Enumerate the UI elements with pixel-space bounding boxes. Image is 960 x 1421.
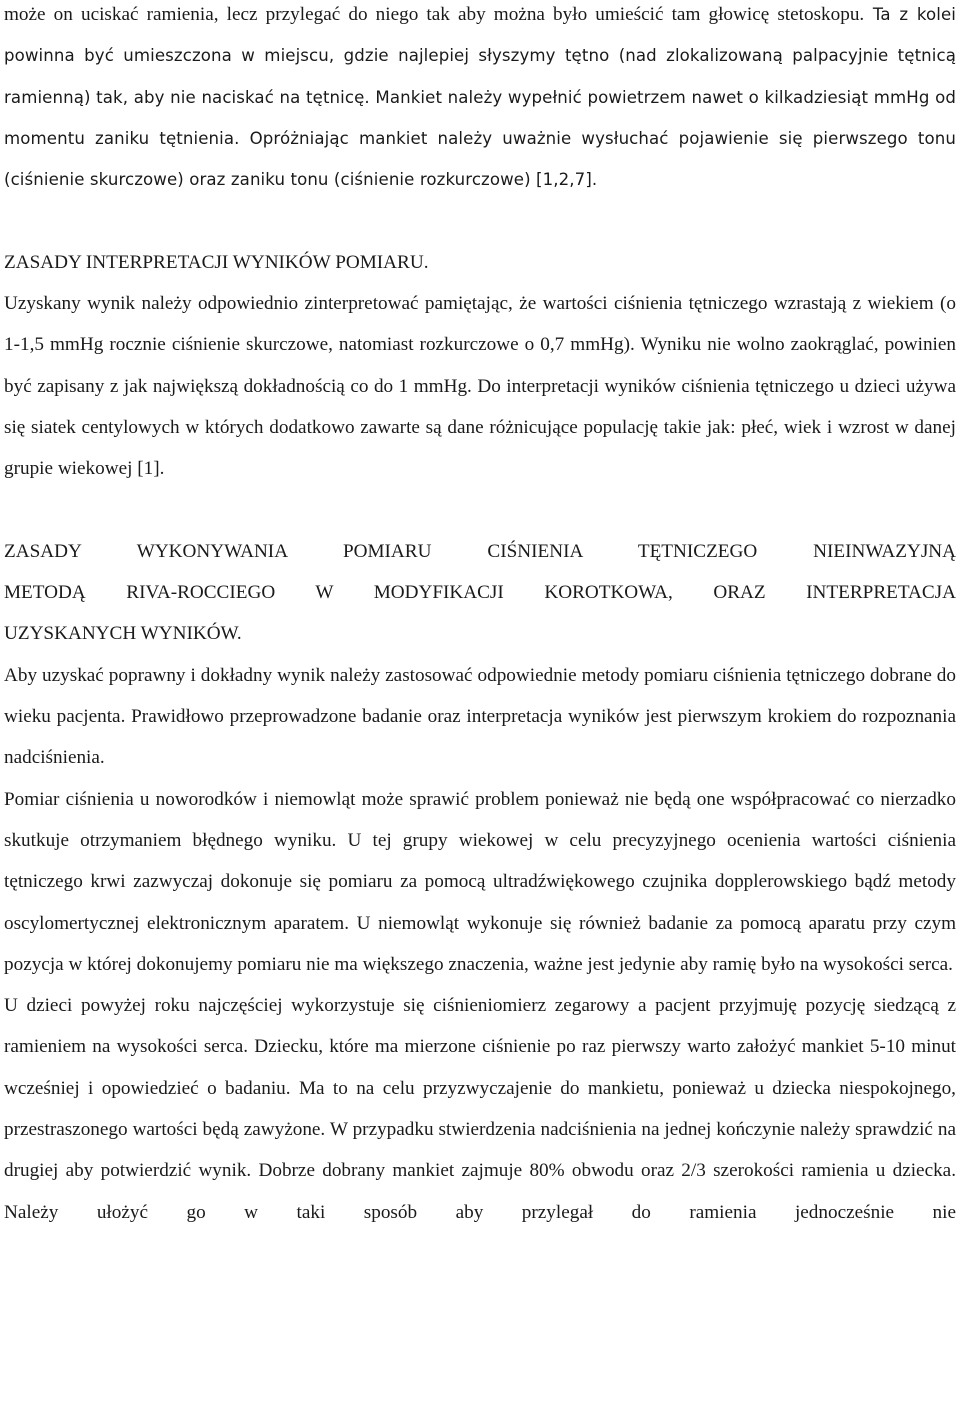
sentence: W przypadku stwierdzenia nadciśnienia na jednej kończynie należy sprawdzić na drugiej aby potwierdzić wynik. <box>4 1119 956 1182</box>
section-heading-interpretation: ZASADY INTERPRETACJI WYNIKÓW POMIARU. <box>4 251 429 273</box>
sentence: U tej grupy wiekowej w celu precyzyjnego ocenienia wartości ciśnienia tętniczego krwi zazwyczaj dokonuje się pomiaru za pomocą ultradźwiękowego czujnika dopplerowskiego bądź metody oscylomertycznej elektronicznym aparatem. <box>4 829 956 934</box>
section-heading-line: UZYSKANYCH WYNIKÓW. <box>4 623 242 645</box>
spacer <box>4 490 956 531</box>
sentence: Uzyskany wynik należy odpowiednio zinterpretować pamiętając, że wartości ciśnienia tętniczego wzrastają z wiekiem (o 1-1,5 mmHg rocznie ciśnienie skurczowe, natomiast rozkurczowe o 0,7 mmHg). <box>4 293 956 356</box>
sentence: Do interpretacji wyników ciśnienia tętniczego u dzieci używa się siatek centylowych w których dodatkowo zawarte są dane różnicujące populację takie jak: płeć, wiek i wzrost w danej grupie wiekowej [1]. <box>4 375 956 480</box>
sentence: Opróżniając mankiet należy uważnie wysłuchać pojawienie się pierwszego tonu (ciśnienie skurczowe) oraz zaniku tonu (ciśnienie rozkurczowe) [1,2,7]. <box>4 128 957 190</box>
sentence: Mankiet należy wypełnić powietrzem nawet o kilkadziesiąt mmHg od momentu zaniku tętnienia. <box>4 87 956 148</box>
sentence: U niemowląt wykonuje się również badanie za pomocą aparatu przy czym pozycja w której dokonujemy pomiaru nie ma większego znaczenia, ważne jest jedynie aby ramię było na wysokości serca. <box>4 912 956 975</box>
section-heading-line: ZASADY WYKONYWANIA POMIARU CIŚNIENIA TĘTNICZEGO NIEINWAZYJNĄ <box>4 540 956 562</box>
sentence: może on uciskać ramienia, lecz przylegać do niego tak aby można było umieścić tam głowicę stetoskopu. <box>4 4 865 25</box>
sentence: Pomiar ciśnienia u noworodków i niemowląt może sprawić problem ponieważ nie będą one współpracować co nierzadko skutkuje otrzymaniem błędnego wyniku. <box>4 788 956 851</box>
sentence: Prawidłowo przeprowadzone badanie oraz interpretacja wyników jest pierwszym krokiem do rozpoznania nadciśnienia. <box>4 706 956 769</box>
sentence: Dziecku, które ma mierzone ciśnienie po raz pierwszy warto założyć mankiet 5-10 minut wcześniej i opowiedzieć o badaniu. <box>4 1036 957 1099</box>
sentence: Ta z kolei powinna być umieszczona w miejscu, gdzie najlepiej słyszymy tętno (nad zlokalizowaną palpacyjnie tętnicą ramienną) tak, aby nie naciskać na tętnicę. <box>4 5 956 107</box>
paragraph-older-children <box>4 985 956 1233</box>
paragraph-method-choice <box>4 655 956 779</box>
document-page <box>4 0 956 1233</box>
sentence: Należy ułożyć go w taki sposób aby przylegał do ramienia jednocześnie nie <box>4 1201 956 1223</box>
sentence: Ma to na celu przyzwyczajenie do mankietu, ponieważ u dziecka niespokojnego, przestraszonego wartości będą zawyżone. <box>4 1077 956 1141</box>
sentence: Aby uzyskać poprawny i dokładny wynik należy zastosować odpowiednie metody pomiaru ciśnienia tętniczego dobrane do wieku pacjenta. <box>4 664 956 728</box>
paragraph-measurement-procedure <box>4 0 956 200</box>
sentence: Dobrze dobrany mankiet zajmuje 80% obwodu oraz 2/3 szerokości ramienia u dziecka. <box>251 1160 956 1182</box>
section-heading-line: METODĄ RIVA-ROCCIEGO W MODYFIKACJI KOROTKOWA, ORAZ INTERPRETACJA <box>4 582 956 604</box>
paragraph-newborns <box>4 779 956 985</box>
spacer <box>4 200 956 241</box>
paragraph-interpretation <box>4 283 956 489</box>
sentence: Wyniku nie wolno zaokrąglać, powinien być zapisany z jak największą dokładnością co do 1 mmHg. <box>4 334 956 397</box>
sentence: U dzieci powyżej roku najczęściej wykorzystuje się ciśnieniomierz zegarowy a pacjent przyjmuję pozycję siedzącą z ramieniem na wysokości serca. <box>4 995 956 1058</box>
